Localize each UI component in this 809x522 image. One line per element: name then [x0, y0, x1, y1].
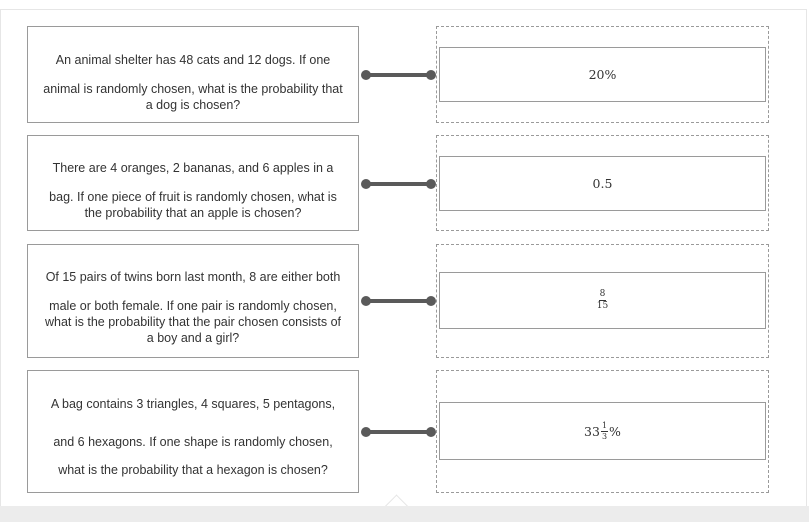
question-4-line-1: A bag contains 3 triangles, 4 squares, 5 pentagons, — [50, 397, 336, 411]
answer-2-text: 0.5 — [592, 176, 613, 191]
bottom-toolbar — [0, 506, 809, 522]
answer-3-denominator: 15 — [596, 301, 609, 311]
question-4-line-2: and 6 hexagons. If one shape is randomly chosen, — [53, 435, 333, 449]
answer-dropzone-3[interactable] — [436, 244, 769, 358]
connector-line — [367, 299, 430, 303]
question-card-1 — [27, 26, 359, 123]
answer-dropzone-2[interactable] — [436, 135, 769, 231]
answer-tile-3[interactable] — [439, 272, 766, 329]
connector-handle-left[interactable] — [361, 70, 371, 80]
answer-4-fraction — [601, 422, 608, 441]
connector-handle-right[interactable] — [426, 70, 436, 80]
connector-line — [367, 182, 430, 186]
question-3-line-4: a boy and a girl? — [146, 331, 240, 345]
connector-handle-left[interactable] — [361, 427, 371, 437]
question-2-line-3: the probability that an apple is chosen? — [84, 206, 302, 220]
answer-dropzone-1[interactable] — [436, 26, 769, 123]
question-1-line-2: animal is randomly chosen, what is the probability that — [43, 82, 343, 96]
question-2-line-1: There are 4 oranges, 2 bananas, and 6 apples in a — [52, 161, 334, 175]
answer-3-fraction — [596, 290, 609, 311]
question-1-line-3: a dog is chosen? — [145, 98, 241, 112]
question-3-line-1: Of 15 pairs of twins born last month, 8 are either both — [45, 270, 341, 284]
answer-dropzone-4[interactable] — [436, 370, 769, 493]
question-card-3 — [27, 244, 359, 358]
answer-tile-2[interactable] — [439, 156, 766, 211]
connector-line — [367, 73, 430, 77]
question-card-2 — [27, 135, 359, 231]
answer-tile-1[interactable] — [439, 47, 766, 102]
connector-2[interactable] — [361, 178, 436, 190]
connector-1[interactable] — [361, 69, 436, 81]
question-1-line-1: An animal shelter has 48 cats and 12 dogs. If one — [55, 53, 331, 67]
connector-handle-left[interactable] — [361, 296, 371, 306]
answer-4-numerator: 1 — [601, 420, 608, 430]
answer-4-whole: 33 — [584, 423, 600, 439]
question-2-line-2: bag. If one piece of fruit is randomly chosen, what is — [49, 190, 337, 204]
answer-4-suffix: % — [609, 423, 621, 439]
answer-4-denominator: 3 — [601, 431, 608, 441]
connector-3[interactable] — [361, 295, 436, 307]
answer-tile-4[interactable] — [439, 402, 766, 460]
connector-line — [367, 430, 430, 434]
question-card-4 — [27, 370, 359, 493]
connector-handle-right[interactable] — [426, 179, 436, 189]
question-3-line-2: male or both female. If one pair is randomly chosen, — [49, 299, 337, 313]
question-3-line-3: what is the probability that the pair chosen consists of — [45, 315, 341, 329]
answer-1-text: 20% — [588, 67, 617, 82]
question-4-line-3: what is the probability that a hexagon is chosen? — [58, 463, 328, 477]
connector-handle-right[interactable] — [426, 427, 436, 437]
connector-handle-right[interactable] — [426, 296, 436, 306]
answer-3-numerator: 8 — [599, 289, 606, 299]
connector-4[interactable] — [361, 426, 436, 438]
connector-handle-left[interactable] — [361, 179, 371, 189]
